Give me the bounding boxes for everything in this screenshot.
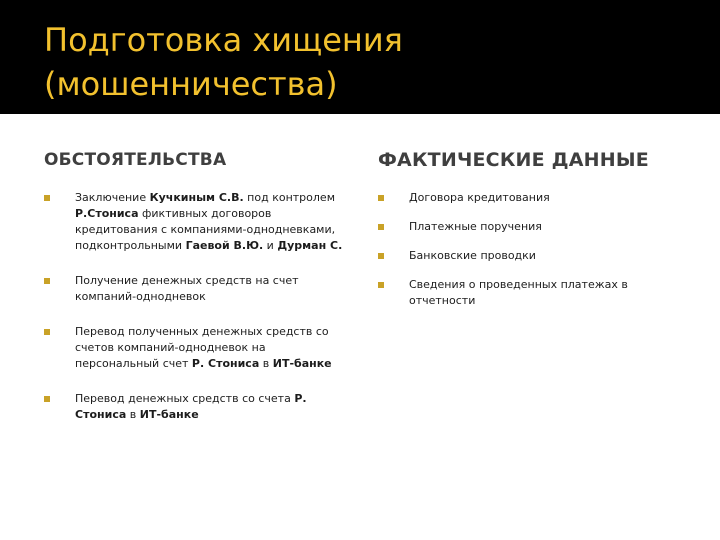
square-bullet-icon xyxy=(378,253,384,259)
evidence-list xyxy=(378,190,678,309)
list-item: Банковские проводки xyxy=(378,248,678,264)
square-bullet-icon xyxy=(44,396,50,402)
circumstances-column xyxy=(44,146,344,442)
slide-title-line1: Подготовка хищения xyxy=(44,21,403,59)
list-item: Платежные поручения xyxy=(378,219,678,235)
square-bullet-icon xyxy=(378,224,384,230)
circumstances-heading: ОБСТОЯТЕЛЬСТВА xyxy=(44,150,227,170)
title-band xyxy=(0,0,720,114)
list-item: Сведения о проведенных платежах в отчетности xyxy=(378,277,678,309)
list-item: Получение денежных средств на счет компаний-однодневок xyxy=(44,273,344,305)
square-bullet-icon xyxy=(44,278,50,284)
square-bullet-icon xyxy=(378,282,384,288)
list-item: Договора кредитования xyxy=(378,190,678,206)
list-item: Перевод полученных денежных средств со счетов компаний-однодневок на персональный счет Р. Стониса в ИТ-банке xyxy=(44,324,344,372)
slide-title xyxy=(44,18,684,106)
evidence-heading: ФАКТИЧЕСКИЕ ДАННЫЕ xyxy=(378,149,649,171)
square-bullet-icon xyxy=(44,329,50,335)
evidence-column xyxy=(378,146,678,322)
square-bullet-icon xyxy=(44,195,50,201)
square-bullet-icon xyxy=(378,195,384,201)
slide-title-line2: (мошенничества) xyxy=(44,65,338,103)
list-item: Заключение Кучкиным С.В. под контролем Р.Стониса фиктивных договоров кредитования с компаниями-однодневками, подконтрольными Гаевой В.Ю. и Дурман С. xyxy=(44,190,344,254)
list-item: Перевод денежных средств со счета Р. Стониса в ИТ-банке xyxy=(44,391,344,423)
circumstances-list xyxy=(44,190,344,423)
